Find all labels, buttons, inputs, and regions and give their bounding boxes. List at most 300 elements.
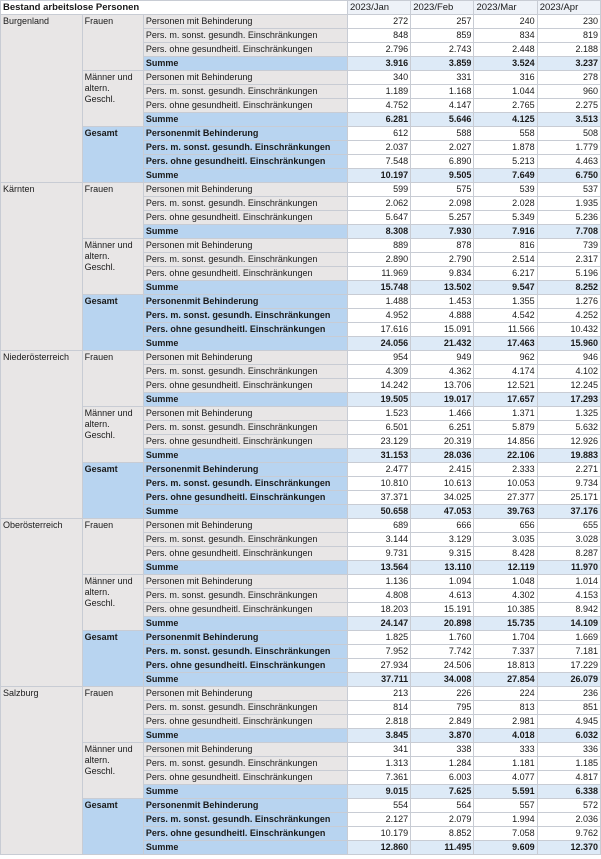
value-cell: 6.501	[347, 421, 410, 435]
group-label: Männer und altern. Geschl.	[82, 239, 143, 295]
group-label: Männer und altern. Geschl.	[82, 743, 143, 799]
value-cell: 2.981	[474, 715, 537, 729]
row-label: Pers. ohne gesundheitl. Einschränkungen	[143, 603, 347, 617]
value-cell: 4.252	[537, 309, 600, 323]
value-cell: 4.147	[411, 99, 474, 113]
row-label: Pers. m. sonst. gesundh. Einschränkungen	[143, 757, 347, 771]
value-cell: 666	[411, 519, 474, 533]
value-cell: 4.752	[347, 99, 410, 113]
row-label: Pers. m. sonst. gesundh. Einschränkungen	[143, 813, 347, 827]
value-cell: 4.077	[474, 771, 537, 785]
column-header-month: 2023/Apr	[537, 1, 600, 15]
value-cell: 656	[474, 519, 537, 533]
group-label: Gesamt	[82, 295, 143, 351]
sum-value: 3.870	[411, 729, 474, 743]
value-cell: 2.079	[411, 813, 474, 827]
sum-value: 26.079	[537, 673, 600, 687]
sum-value: 5.591	[474, 785, 537, 799]
group-label: Gesamt	[82, 463, 143, 519]
value-cell: 2.890	[347, 253, 410, 267]
table-row	[1, 127, 601, 141]
value-cell: 557	[474, 799, 537, 813]
sum-value: 12.119	[474, 561, 537, 575]
sum-value: 17.293	[537, 393, 600, 407]
value-cell: 2.098	[411, 197, 474, 211]
value-cell: 3.129	[411, 533, 474, 547]
value-cell: 1.094	[411, 575, 474, 589]
value-cell: 1.048	[474, 575, 537, 589]
sum-value: 19.883	[537, 449, 600, 463]
sum-value: 9.547	[474, 281, 537, 295]
value-cell: 10.810	[347, 477, 410, 491]
value-cell: 1.878	[474, 141, 537, 155]
value-cell: 5.879	[474, 421, 537, 435]
sum-value: 3.845	[347, 729, 410, 743]
value-cell: 1.313	[347, 757, 410, 771]
value-cell: 946	[537, 351, 600, 365]
table-row	[1, 239, 601, 253]
region-label: Burgenland	[1, 15, 83, 183]
sum-label: Summe	[143, 393, 347, 407]
value-cell: 341	[347, 743, 410, 757]
value-cell: 1.189	[347, 85, 410, 99]
sum-value: 7.708	[537, 225, 600, 239]
sum-label: Summe	[143, 337, 347, 351]
value-cell: 14.242	[347, 379, 410, 393]
value-cell: 2.796	[347, 43, 410, 57]
value-cell: 1.466	[411, 407, 474, 421]
table-row	[1, 575, 601, 589]
value-cell: 4.463	[537, 155, 600, 169]
table-row	[1, 463, 601, 477]
sum-label: Summe	[143, 225, 347, 239]
value-cell: 689	[347, 519, 410, 533]
value-cell: 2.271	[537, 463, 600, 477]
value-cell: 848	[347, 29, 410, 43]
value-cell: 4.174	[474, 365, 537, 379]
sum-value: 3.524	[474, 57, 537, 71]
value-cell: 859	[411, 29, 474, 43]
value-cell: 336	[537, 743, 600, 757]
sum-value: 37.176	[537, 505, 600, 519]
row-label: Pers. ohne gesundheitl. Einschränkungen	[143, 491, 347, 505]
value-cell: 878	[411, 239, 474, 253]
row-label: Personen mit Behinderung	[143, 351, 347, 365]
column-header-month: 2023/Feb	[411, 1, 474, 15]
value-cell: 14.856	[474, 435, 537, 449]
value-cell: 4.613	[411, 589, 474, 603]
sum-value: 21.432	[411, 337, 474, 351]
region-label: Niederösterreich	[1, 351, 83, 519]
row-label: Pers. ohne gesundheitl. Einschränkungen	[143, 547, 347, 561]
value-cell: 1.355	[474, 295, 537, 309]
group-label: Männer und altern. Geschl.	[82, 71, 143, 127]
value-cell: 2.127	[347, 813, 410, 827]
row-label: Pers. m. sonst. gesundh. Einschränkungen	[143, 29, 347, 43]
row-label: Pers. m. sonst. gesundh. Einschränkungen	[143, 253, 347, 267]
value-cell: 1.325	[537, 407, 600, 421]
sum-value: 14.109	[537, 617, 600, 631]
sum-value: 4.125	[474, 113, 537, 127]
sum-value: 11.495	[411, 841, 474, 855]
value-cell: 331	[411, 71, 474, 85]
value-cell: 2.765	[474, 99, 537, 113]
value-cell: 6.003	[411, 771, 474, 785]
table-row	[1, 71, 601, 85]
value-cell: 9.315	[411, 547, 474, 561]
sum-value: 34.008	[411, 673, 474, 687]
value-cell: 2.415	[411, 463, 474, 477]
value-cell: 10.053	[474, 477, 537, 491]
value-cell: 1.935	[537, 197, 600, 211]
value-cell: 12.926	[537, 435, 600, 449]
sum-value: 13.564	[347, 561, 410, 575]
value-cell: 8.852	[411, 827, 474, 841]
column-header-month: 2023/Mar	[474, 1, 537, 15]
value-cell: 2.514	[474, 253, 537, 267]
value-cell: 12.245	[537, 379, 600, 393]
value-cell: 8.942	[537, 603, 600, 617]
value-cell: 814	[347, 701, 410, 715]
value-cell: 8.428	[474, 547, 537, 561]
table-row	[1, 15, 601, 29]
sum-value: 3.916	[347, 57, 410, 71]
row-label: Personen mit Behinderung	[143, 687, 347, 701]
value-cell: 539	[474, 183, 537, 197]
row-label: Personenmit Behinderung	[143, 295, 347, 309]
sum-label: Summe	[143, 169, 347, 183]
value-cell: 236	[537, 687, 600, 701]
column-header-month: 2023/Jan	[347, 1, 410, 15]
region-label: Kärnten	[1, 183, 83, 351]
table-row	[1, 295, 601, 309]
value-cell: 1.276	[537, 295, 600, 309]
value-cell: 230	[537, 15, 600, 29]
value-cell: 10.179	[347, 827, 410, 841]
value-cell: 18.813	[474, 659, 537, 673]
value-cell: 6.251	[411, 421, 474, 435]
region-label: Salzburg	[1, 687, 83, 855]
sum-value: 17.657	[474, 393, 537, 407]
value-cell: 20.319	[411, 435, 474, 449]
value-cell: 6.217	[474, 267, 537, 281]
value-cell: 15.091	[411, 323, 474, 337]
group-label: Frauen	[82, 183, 143, 239]
value-cell: 1.168	[411, 85, 474, 99]
sum-label: Summe	[143, 505, 347, 519]
sum-label: Summe	[143, 841, 347, 855]
region-label: Oberösterreich	[1, 519, 83, 687]
value-cell: 612	[347, 127, 410, 141]
value-cell: 18.203	[347, 603, 410, 617]
value-cell: 333	[474, 743, 537, 757]
value-cell: 4.952	[347, 309, 410, 323]
value-cell: 537	[537, 183, 600, 197]
value-cell: 9.731	[347, 547, 410, 561]
row-label: Pers. ohne gesundheitl. Einschränkungen	[143, 771, 347, 785]
row-label: Pers. ohne gesundheitl. Einschränkungen	[143, 323, 347, 337]
sum-value: 12.370	[537, 841, 600, 855]
value-cell: 224	[474, 687, 537, 701]
row-label: Pers. ohne gesundheitl. Einschränkungen	[143, 379, 347, 393]
value-cell: 554	[347, 799, 410, 813]
group-label: Frauen	[82, 351, 143, 407]
value-cell: 834	[474, 29, 537, 43]
sum-label: Summe	[143, 729, 347, 743]
sum-label: Summe	[143, 673, 347, 687]
value-cell: 2.037	[347, 141, 410, 155]
table-row	[1, 407, 601, 421]
group-label: Frauen	[82, 519, 143, 575]
group-label: Gesamt	[82, 127, 143, 183]
value-cell: 1.825	[347, 631, 410, 645]
sum-value: 8.252	[537, 281, 600, 295]
value-cell: 10.613	[411, 477, 474, 491]
sum-label: Summe	[143, 785, 347, 799]
row-label: Pers. ohne gesundheitl. Einschränkungen	[143, 715, 347, 729]
value-cell: 575	[411, 183, 474, 197]
value-cell: 816	[474, 239, 537, 253]
row-label: Personenmit Behinderung	[143, 631, 347, 645]
table-row	[1, 519, 601, 533]
value-cell: 7.548	[347, 155, 410, 169]
value-cell: 4.817	[537, 771, 600, 785]
value-cell: 2.849	[411, 715, 474, 729]
sum-value: 8.308	[347, 225, 410, 239]
value-cell: 2.743	[411, 43, 474, 57]
value-cell: 2.275	[537, 99, 600, 113]
table-row	[1, 743, 601, 757]
value-cell: 2.333	[474, 463, 537, 477]
value-cell: 13.706	[411, 379, 474, 393]
value-cell: 795	[411, 701, 474, 715]
value-cell: 25.171	[537, 491, 600, 505]
sum-value: 7.649	[474, 169, 537, 183]
sum-value: 3.859	[411, 57, 474, 71]
value-cell: 5.257	[411, 211, 474, 225]
row-label: Pers. ohne gesundheitl. Einschränkungen	[143, 435, 347, 449]
value-cell: 4.888	[411, 309, 474, 323]
row-label: Pers. ohne gesundheitl. Einschränkungen	[143, 267, 347, 281]
value-cell: 889	[347, 239, 410, 253]
value-cell: 5.213	[474, 155, 537, 169]
sum-label: Summe	[143, 113, 347, 127]
value-cell: 4.302	[474, 589, 537, 603]
table-title: Bestand arbeitslose Personen	[1, 1, 348, 15]
row-label: Pers. m. sonst. gesundh. Einschränkungen	[143, 701, 347, 715]
row-label: Pers. ohne gesundheitl. Einschränkungen	[143, 43, 347, 57]
value-cell: 1.044	[474, 85, 537, 99]
group-label: Frauen	[82, 15, 143, 71]
sum-value: 27.854	[474, 673, 537, 687]
row-label: Pers. m. sonst. gesundh. Einschränkungen	[143, 85, 347, 99]
sum-value: 24.147	[347, 617, 410, 631]
sum-value: 9.505	[411, 169, 474, 183]
value-cell: 8.287	[537, 547, 600, 561]
sum-value: 10.197	[347, 169, 410, 183]
table-row	[1, 183, 601, 197]
value-cell: 3.144	[347, 533, 410, 547]
value-cell: 338	[411, 743, 474, 757]
value-cell: 588	[411, 127, 474, 141]
sum-value: 4.018	[474, 729, 537, 743]
row-label: Personenmit Behinderung	[143, 463, 347, 477]
group-label: Gesamt	[82, 799, 143, 855]
sum-value: 12.860	[347, 841, 410, 855]
value-cell: 1.185	[537, 757, 600, 771]
value-cell: 2.062	[347, 197, 410, 211]
value-cell: 5.632	[537, 421, 600, 435]
value-cell: 7.337	[474, 645, 537, 659]
value-cell: 5.236	[537, 211, 600, 225]
value-cell: 1.704	[474, 631, 537, 645]
value-cell: 954	[347, 351, 410, 365]
sum-value: 11.970	[537, 561, 600, 575]
sum-value: 7.930	[411, 225, 474, 239]
sum-value: 13.502	[411, 281, 474, 295]
value-cell: 962	[474, 351, 537, 365]
sum-value: 31.153	[347, 449, 410, 463]
value-cell: 1.453	[411, 295, 474, 309]
sum-value: 39.763	[474, 505, 537, 519]
value-cell: 24.506	[411, 659, 474, 673]
row-label: Pers. m. sonst. gesundh. Einschränkungen	[143, 533, 347, 547]
value-cell: 7.058	[474, 827, 537, 841]
value-cell: 558	[474, 127, 537, 141]
value-cell: 240	[474, 15, 537, 29]
value-cell: 9.734	[537, 477, 600, 491]
value-cell: 27.377	[474, 491, 537, 505]
value-cell: 2.027	[411, 141, 474, 155]
value-cell: 7.952	[347, 645, 410, 659]
value-cell: 2.036	[537, 813, 600, 827]
header-row	[1, 1, 601, 15]
value-cell: 272	[347, 15, 410, 29]
value-cell: 340	[347, 71, 410, 85]
value-cell: 9.834	[411, 267, 474, 281]
value-cell: 5.196	[537, 267, 600, 281]
row-label: Personen mit Behinderung	[143, 15, 347, 29]
sum-value: 19.505	[347, 393, 410, 407]
value-cell: 316	[474, 71, 537, 85]
table-row	[1, 351, 601, 365]
value-cell: 960	[537, 85, 600, 99]
row-label: Pers. ohne gesundheitl. Einschränkungen	[143, 211, 347, 225]
value-cell: 10.432	[537, 323, 600, 337]
value-cell: 3.035	[474, 533, 537, 547]
row-label: Personenmit Behinderung	[143, 799, 347, 813]
sum-value: 37.711	[347, 673, 410, 687]
value-cell: 1.014	[537, 575, 600, 589]
value-cell: 1.181	[474, 757, 537, 771]
value-cell: 572	[537, 799, 600, 813]
value-cell: 599	[347, 183, 410, 197]
sum-value: 6.750	[537, 169, 600, 183]
value-cell: 2.790	[411, 253, 474, 267]
value-cell: 11.969	[347, 267, 410, 281]
value-cell: 564	[411, 799, 474, 813]
row-label: Personen mit Behinderung	[143, 239, 347, 253]
value-cell: 4.102	[537, 365, 600, 379]
value-cell: 17.229	[537, 659, 600, 673]
value-cell: 4.309	[347, 365, 410, 379]
value-cell: 34.025	[411, 491, 474, 505]
value-cell: 1.994	[474, 813, 537, 827]
sum-value: 9.015	[347, 785, 410, 799]
value-cell: 37.371	[347, 491, 410, 505]
row-label: Pers. m. sonst. gesundh. Einschränkungen	[143, 365, 347, 379]
sum-value: 15.735	[474, 617, 537, 631]
value-cell: 23.129	[347, 435, 410, 449]
row-label: Personen mit Behinderung	[143, 71, 347, 85]
sum-value: 47.053	[411, 505, 474, 519]
sum-value: 15.960	[537, 337, 600, 351]
value-cell: 6.890	[411, 155, 474, 169]
row-label: Personen mit Behinderung	[143, 575, 347, 589]
sum-value: 6.281	[347, 113, 410, 127]
value-cell: 4.808	[347, 589, 410, 603]
row-label: Personenmit Behinderung	[143, 127, 347, 141]
value-cell: 17.616	[347, 323, 410, 337]
value-cell: 5.647	[347, 211, 410, 225]
value-cell: 226	[411, 687, 474, 701]
value-cell: 2.818	[347, 715, 410, 729]
value-cell: 11.566	[474, 323, 537, 337]
sum-value: 28.036	[411, 449, 474, 463]
group-label: Männer und altern. Geschl.	[82, 407, 143, 463]
value-cell: 1.284	[411, 757, 474, 771]
sum-value: 24.056	[347, 337, 410, 351]
sum-value: 3.513	[537, 113, 600, 127]
value-cell: 851	[537, 701, 600, 715]
table-row	[1, 631, 601, 645]
value-cell: 2.448	[474, 43, 537, 57]
sum-value: 19.017	[411, 393, 474, 407]
sum-value: 17.463	[474, 337, 537, 351]
value-cell: 1.371	[474, 407, 537, 421]
sum-value: 7.916	[474, 225, 537, 239]
row-label: Pers. m. sonst. gesundh. Einschränkungen	[143, 141, 347, 155]
row-label: Pers. ohne gesundheitl. Einschränkungen	[143, 155, 347, 169]
value-cell: 2.477	[347, 463, 410, 477]
value-cell: 27.934	[347, 659, 410, 673]
value-cell: 278	[537, 71, 600, 85]
row-label: Pers. ohne gesundheitl. Einschränkungen	[143, 99, 347, 113]
value-cell: 813	[474, 701, 537, 715]
row-label: Personen mit Behinderung	[143, 519, 347, 533]
table-row	[1, 799, 601, 813]
sum-value: 22.106	[474, 449, 537, 463]
value-cell: 1.523	[347, 407, 410, 421]
row-label: Pers. m. sonst. gesundh. Einschränkungen	[143, 421, 347, 435]
value-cell: 4.542	[474, 309, 537, 323]
sum-label: Summe	[143, 617, 347, 631]
value-cell: 1.488	[347, 295, 410, 309]
sum-value: 9.609	[474, 841, 537, 855]
sum-value: 3.237	[537, 57, 600, 71]
sum-label: Summe	[143, 449, 347, 463]
value-cell: 213	[347, 687, 410, 701]
sum-label: Summe	[143, 281, 347, 295]
group-label: Männer und altern. Geschl.	[82, 575, 143, 631]
value-cell: 2.028	[474, 197, 537, 211]
value-cell: 7.361	[347, 771, 410, 785]
sum-value: 5.646	[411, 113, 474, 127]
row-label: Personen mit Behinderung	[143, 407, 347, 421]
row-label: Personen mit Behinderung	[143, 743, 347, 757]
value-cell: 7.742	[411, 645, 474, 659]
row-label: Pers. m. sonst. gesundh. Einschränkungen	[143, 589, 347, 603]
